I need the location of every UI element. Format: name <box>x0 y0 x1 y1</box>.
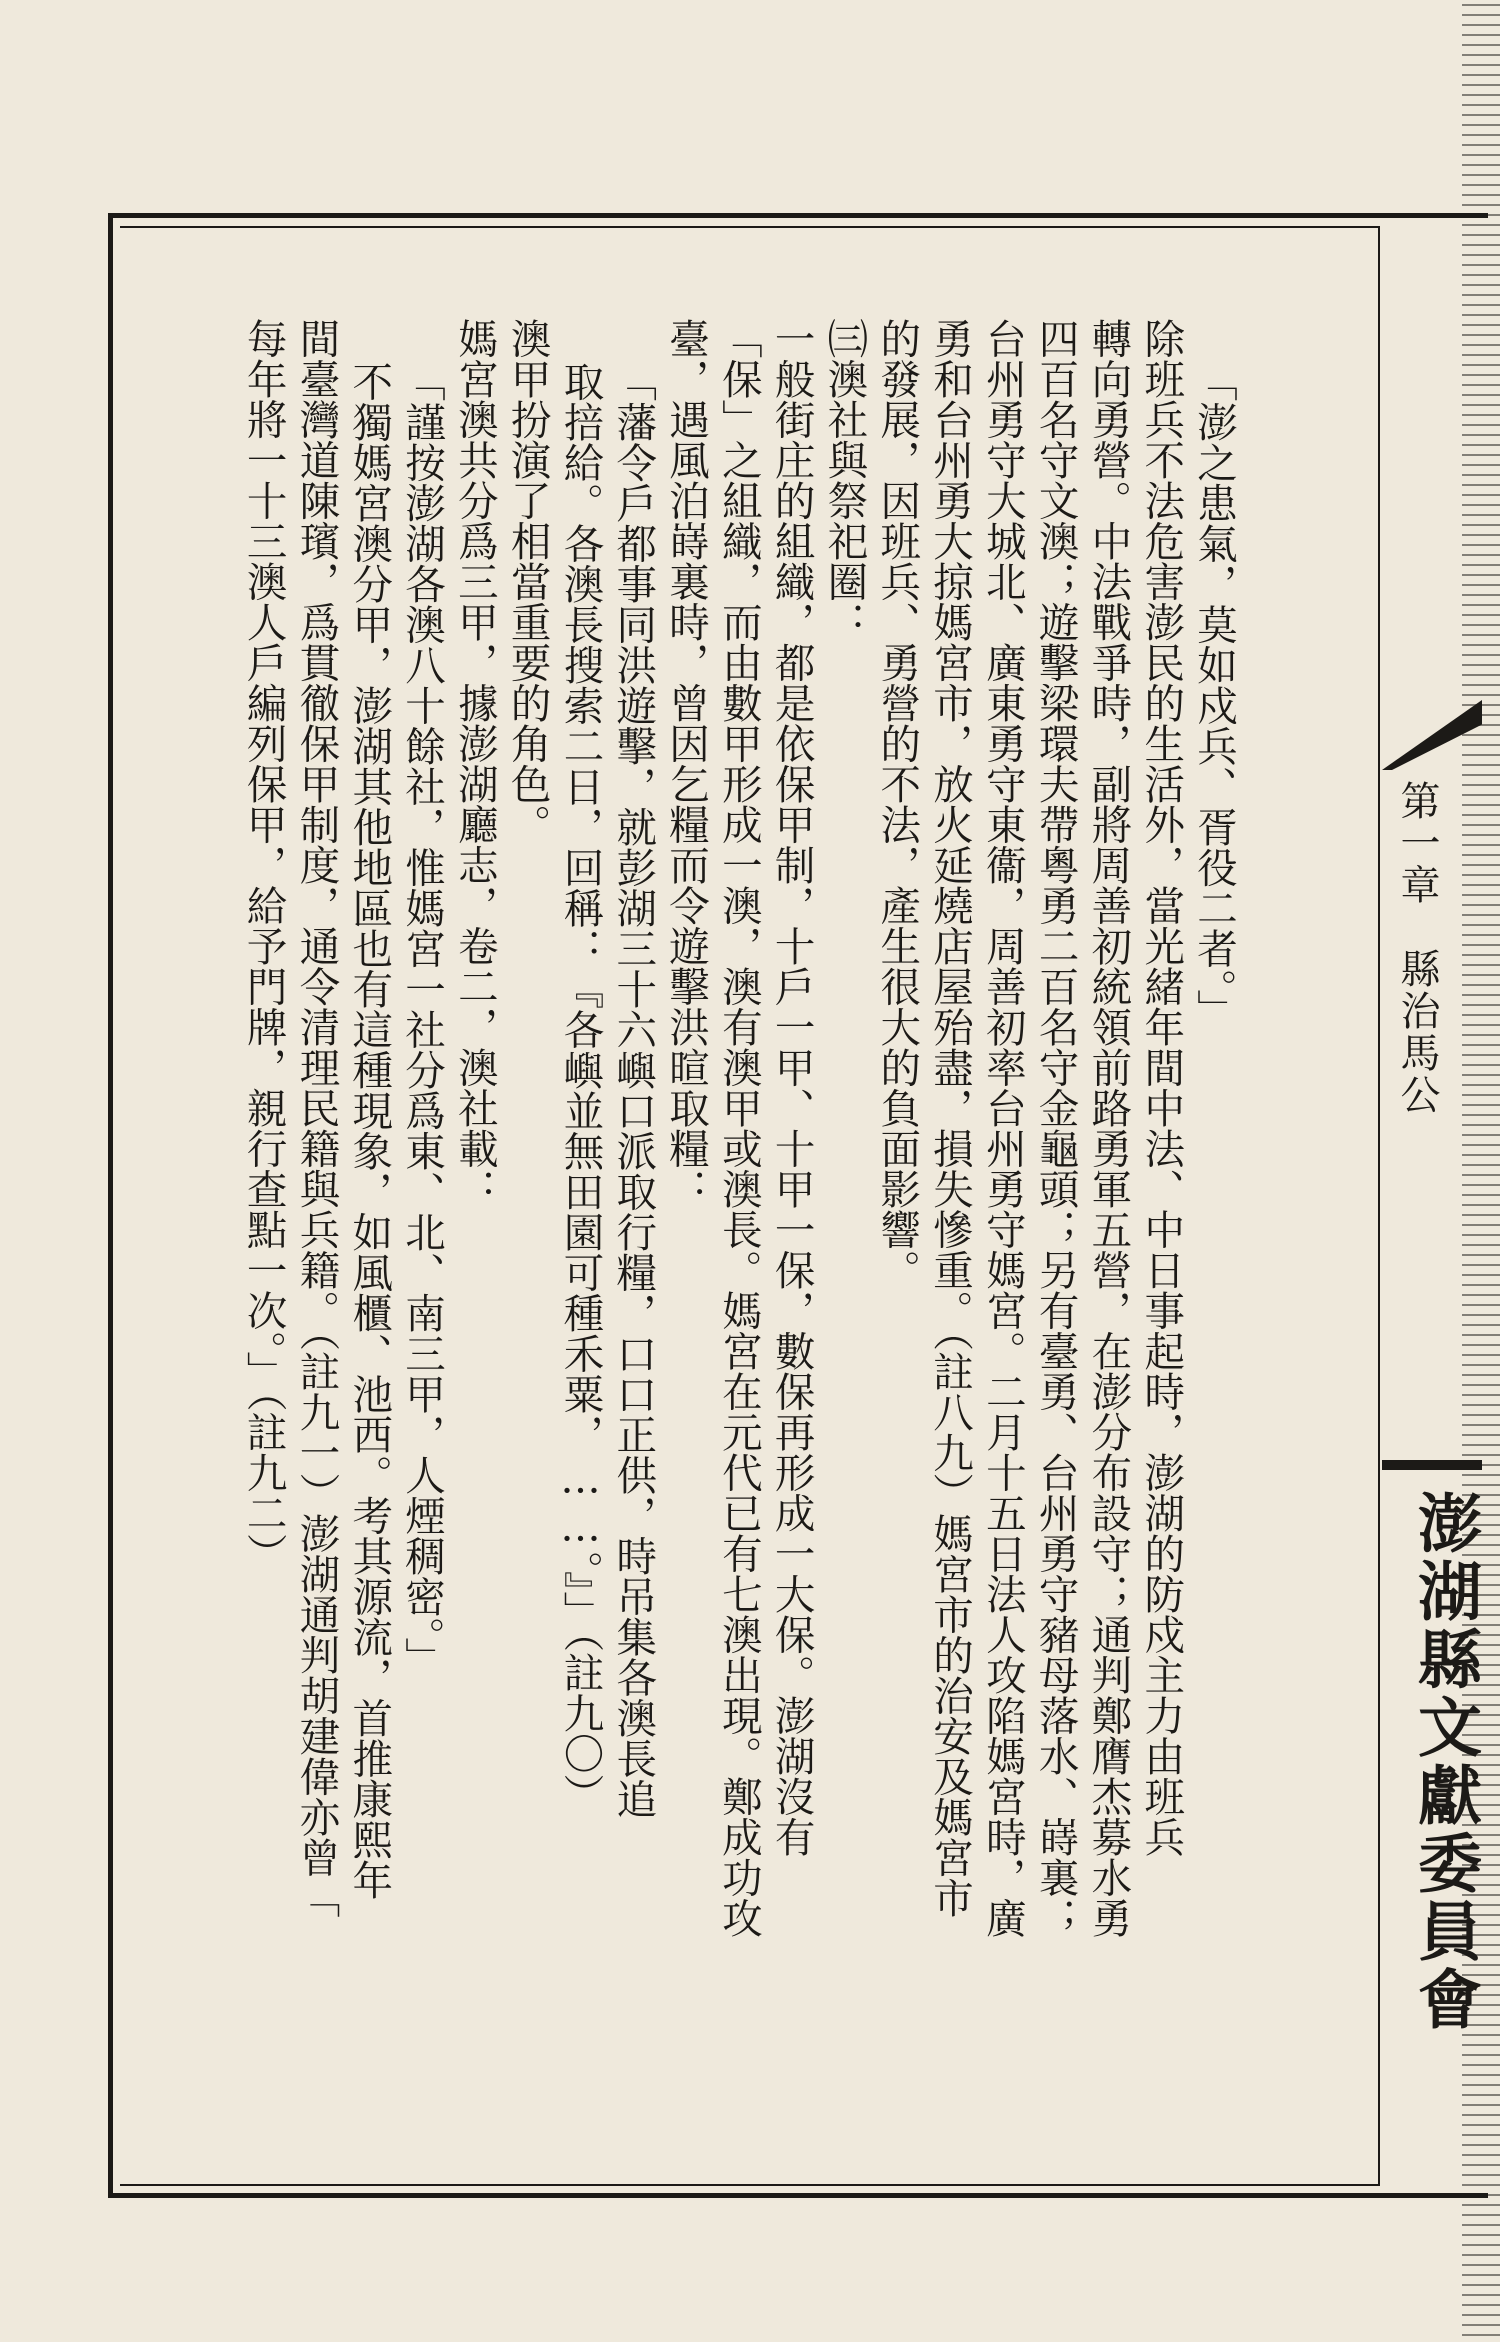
quote-column: 「謹按澎湖各澳八十餘社，惟媽宮一社分爲東、北、南三甲，人煙稠密。」 <box>398 361 447 1678</box>
text-column: 勇和台州勇大掠媽宮市，放火延燒店屋殆盡，損失慘重。（註八九）媽宮市的治安及媽宮市 <box>926 318 975 1918</box>
quote-column: 取掊給。各澳長搜索二日，回稱：『各嶼並無田園可種禾粟，……。』」（註九〇） <box>556 361 605 1814</box>
text-column: 不獨媽宮澳分甲，澎湖其他地區也有這種現象，如風櫃、池西。考其源流，首推康熙年 <box>345 361 394 1900</box>
decorative-band <box>1382 1460 1482 1470</box>
text-column: 每年將一十三澳人戶編列保甲，給予門牌，親行查點一次。」（註九二） <box>239 318 288 1574</box>
text-column: 的發展，因班兵、勇營的不法，產生很大的負面影響。 <box>873 318 922 1290</box>
text-column: 「澎之患氣，莫如戍兵、胥役二者。」 <box>1190 361 1238 1030</box>
text-column: 「保」之組織，而由數甲形成一澳，澳有澳甲或澳長。媽宮在元代已有七澳出現。鄭成功攻 <box>714 318 763 1938</box>
section-heading: ㈢澳社與祭祀圈： <box>820 318 869 642</box>
quote-column: 「藩令戶都事同洪遊擊，就彭湖三十六嶼口派取行糧，口口正供，時吊集各澳長追 <box>609 361 658 1819</box>
header-column-divider <box>1378 226 1380 2186</box>
chapter-heading: 第一章 縣治馬公 <box>1394 780 1440 1116</box>
publisher-name: 澎湖縣文獻委員會 <box>1407 1490 1482 2034</box>
text-column: 除班兵不法危害澎民的生活外，當光緒年間中法、中日事起時，澎湖的防戍主力由班兵 <box>1137 318 1186 1857</box>
text-column: 澳甲扮演了相當重要的角色。 <box>503 318 552 845</box>
text-column: 臺，遇風泊嵵裏時，曾因乞糧而令遊擊洪暄取糧： <box>662 318 711 1209</box>
body-text <box>160 318 1240 2078</box>
text-column: 台州勇守大城北、廣東勇守東衞，周善初率台州勇守媽宮。二月十五日法人攻陷媽宮時，廣 <box>978 318 1027 1938</box>
text-column: 間臺灣道陳璸，爲貫徹保甲制度，通令清理民籍與兵籍。（註九一）澎湖通判胡建偉亦曾「 <box>292 318 341 1918</box>
text-column: 一般街庄的組織，都是依保甲制，十戶一甲、十甲一保，數保再形成一大保。澎湖沒有 <box>767 318 816 1857</box>
text-column: 轉向勇營。中法戰爭時，副將周善初統領前路勇軍五營，在澎分布設守；通判鄭膺杰募水勇 <box>1084 318 1133 1938</box>
text-column: 媽宮澳共分爲三甲，據澎湖廳志，卷二，澳社載： <box>450 318 499 1209</box>
text-column: 四百名守文澳；遊擊梁環夫帶粵勇二百名守金龜頭；另有臺勇、台州勇守豬母落水、嵵裏； <box>1031 318 1080 1938</box>
